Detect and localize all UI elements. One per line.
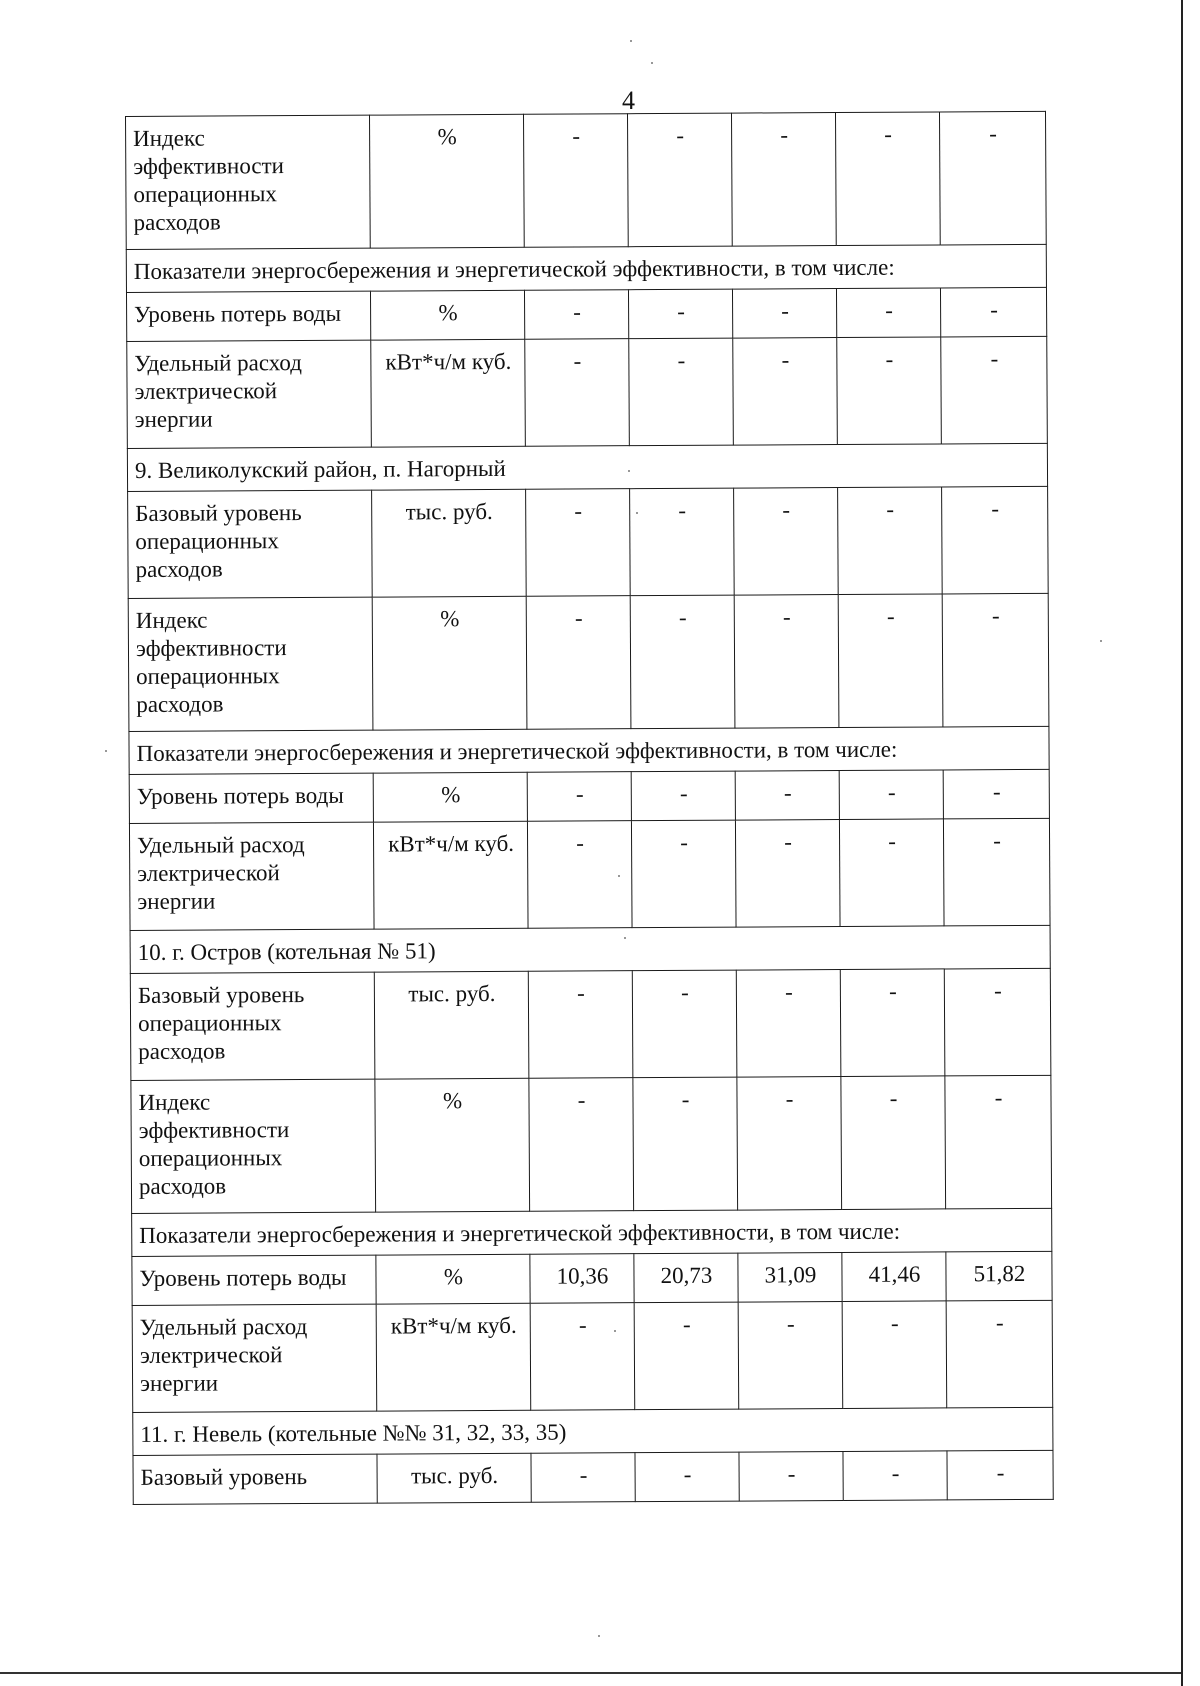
indicator-value: - <box>627 113 732 247</box>
indicator-value: - <box>526 596 631 730</box>
indicator-row <box>131 1075 1052 1213</box>
indicator-value: - <box>530 1303 635 1411</box>
indicator-value: - <box>739 1452 843 1502</box>
indicator-unit: тыс. руб. <box>377 1453 531 1503</box>
indicator-name: Базовый уровень операционных расходов <box>130 972 375 1080</box>
indicator-name: Уровень потерь воды <box>132 1255 376 1305</box>
page-edge-right <box>1181 0 1183 1686</box>
indicator-value: - <box>941 336 1048 444</box>
indicator-value: 51,82 <box>946 1251 1052 1301</box>
indicator-value: - <box>942 486 1049 594</box>
indicator-row <box>132 1300 1053 1412</box>
indicator-value: - <box>634 1302 739 1410</box>
section-row <box>126 244 1046 292</box>
indicator-value: - <box>523 114 628 248</box>
indicator-value: - <box>838 594 943 728</box>
indicator-value: - <box>738 1302 843 1410</box>
indicator-value: - <box>944 968 1051 1076</box>
indicator-value: - <box>531 1453 635 1503</box>
indicator-value: 10,36 <box>530 1254 634 1304</box>
indicator-name: Базовый уровень <box>133 1454 377 1504</box>
indicator-value: - <box>734 488 839 596</box>
indicator-value: - <box>529 1078 634 1212</box>
indicator-name: Индекс эффективности операционных расходов <box>131 1079 376 1213</box>
indicator-value: 31,09 <box>738 1253 842 1303</box>
indicator-unit: кВт*ч/м куб. <box>371 339 526 447</box>
indicators-table <box>125 111 1054 1505</box>
page-number: 4 <box>622 86 635 115</box>
indicator-value: - <box>835 112 940 246</box>
indicator-row <box>133 1450 1053 1504</box>
indicator-value: - <box>737 1077 842 1211</box>
indicator-name: Удельный расход электрической энергии <box>129 822 374 930</box>
section-row <box>132 1208 1052 1256</box>
indicator-value: - <box>631 820 736 928</box>
indicator-value: - <box>527 821 632 929</box>
indicator-value: - <box>943 769 1049 819</box>
indicator-value: - <box>840 969 945 1077</box>
indicator-unit: кВт*ч/м куб. <box>373 821 528 929</box>
indicator-unit: % <box>376 1254 530 1304</box>
indicator-value: - <box>838 487 943 595</box>
indicator-unit: кВт*ч/м куб. <box>376 1303 531 1411</box>
indicator-value: - <box>733 338 838 446</box>
table-body <box>126 111 1054 1504</box>
indicator-unit: % <box>372 596 527 730</box>
indicator-value: - <box>943 818 1050 926</box>
indicator-value: - <box>839 770 943 820</box>
page-edge-bottom <box>0 1672 1181 1674</box>
indicator-value: - <box>629 338 734 446</box>
indicator-value: - <box>732 289 836 339</box>
indicator-name: Индекс эффективности операционных расходов <box>126 115 371 249</box>
indicator-name: Базовый уровень операционных расходов <box>128 490 373 598</box>
indicator-value: 20,73 <box>634 1253 738 1303</box>
indicator-value: - <box>946 1300 1053 1408</box>
indicator-value: - <box>632 970 737 1078</box>
indicator-value: - <box>630 595 735 729</box>
section-row <box>129 726 1049 774</box>
indicator-value: - <box>945 1075 1052 1209</box>
indicator-row <box>128 593 1049 731</box>
scan-speck <box>1100 640 1102 642</box>
section-row <box>127 443 1047 491</box>
indicator-unit: тыс. руб. <box>372 489 527 597</box>
section-row <box>133 1407 1053 1455</box>
scan-speck <box>630 40 632 42</box>
indicator-unit: % <box>369 114 524 248</box>
indicator-value: - <box>836 288 940 338</box>
indicator-row <box>130 968 1051 1080</box>
indicator-name: Уровень потерь воды <box>126 291 370 341</box>
section-heading: 10. г. Остров (котельная № 51) <box>130 925 1050 973</box>
indicator-row <box>126 111 1047 249</box>
indicator-row <box>132 1251 1052 1305</box>
indicator-value: - <box>939 111 1046 245</box>
indicator-value: - <box>525 339 630 447</box>
section-heading: Показатели энергосбережения и энергетической эффективности, в том числе: <box>129 726 1049 774</box>
indicator-value: - <box>628 289 732 339</box>
section-heading: Показатели энергосбережения и энергетической эффективности, в том числе: <box>126 244 1046 292</box>
section-heading: 9. Великолукский район, п. Нагорный <box>127 443 1047 491</box>
indicator-value: - <box>841 1076 946 1210</box>
indicator-value: - <box>735 820 840 928</box>
indicator-value: - <box>528 971 633 1079</box>
indicator-value: - <box>942 593 1049 727</box>
indicator-name: Индекс эффективности операционных расходов <box>128 597 373 731</box>
scan-speck <box>651 62 653 64</box>
indicator-row <box>126 287 1046 341</box>
indicator-unit: % <box>373 772 527 822</box>
indicator-value: - <box>630 488 735 596</box>
indicator-value: - <box>837 337 942 445</box>
section-heading: 11. г. Невель (котельные №№ 31, 32, 33, 35) <box>133 1407 1053 1455</box>
indicator-value: - <box>526 489 631 597</box>
scan-speck <box>105 750 107 752</box>
indicator-value: - <box>633 1077 738 1211</box>
indicator-value: - <box>843 1451 947 1501</box>
indicator-value: - <box>734 595 839 729</box>
indicator-name: Уровень потерь воды <box>129 773 373 823</box>
indicator-value: - <box>524 290 628 340</box>
indicator-value: - <box>940 287 1046 337</box>
indicator-row <box>129 818 1050 930</box>
indicator-unit: % <box>370 290 524 340</box>
indicator-value: - <box>735 771 839 821</box>
indicator-row <box>128 486 1049 598</box>
indicator-value: - <box>527 772 631 822</box>
indicator-value: - <box>947 1450 1053 1500</box>
indicator-value: - <box>736 970 841 1078</box>
indicator-value: - <box>842 1301 947 1409</box>
indicator-name: Удельный расход электрической энергии <box>127 340 372 448</box>
indicator-row <box>127 336 1048 448</box>
indicator-row <box>129 769 1049 823</box>
indicator-name: Удельный расход электрической энергии <box>132 1304 377 1412</box>
indicator-unit: % <box>375 1078 530 1212</box>
indicator-value: - <box>731 113 836 247</box>
scan-speck <box>598 1635 600 1637</box>
section-row <box>130 925 1050 973</box>
indicator-value: 41,46 <box>842 1252 946 1302</box>
indicator-unit: тыс. руб. <box>374 971 529 1079</box>
indicator-value: - <box>839 819 944 927</box>
indicator-value: - <box>635 1452 739 1502</box>
section-heading: Показатели энергосбережения и энергетической эффективности, в том числе: <box>132 1208 1052 1256</box>
indicator-value: - <box>631 771 735 821</box>
